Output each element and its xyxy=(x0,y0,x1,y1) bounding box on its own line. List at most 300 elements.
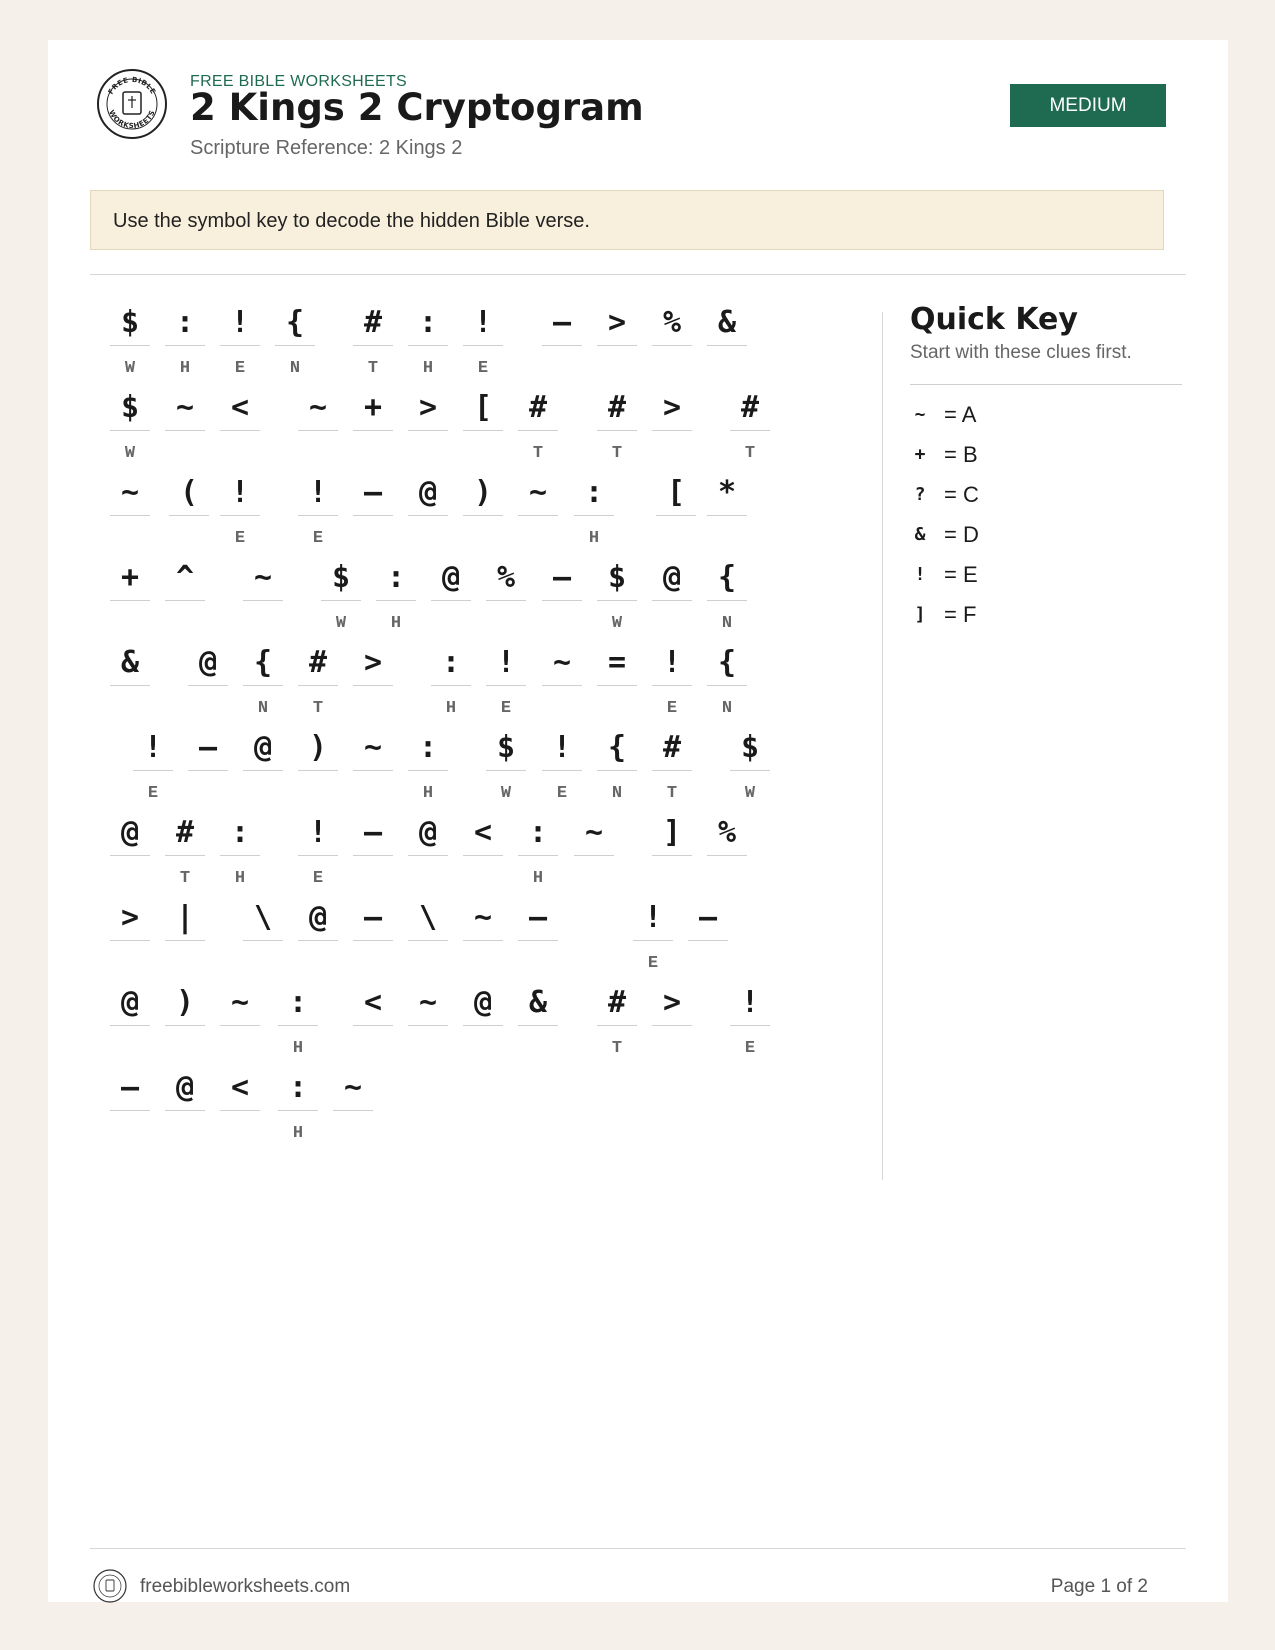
decoded-letter: N xyxy=(257,699,269,718)
answer-line xyxy=(298,685,338,686)
cipher-cell[interactable] xyxy=(518,975,558,1055)
cipher-symbol: | xyxy=(175,900,195,935)
decoded-letter: T xyxy=(611,1039,623,1058)
answer-line xyxy=(597,770,637,771)
cipher-cell[interactable] xyxy=(463,465,503,545)
cipher-symbol: # xyxy=(363,305,383,340)
answer-line xyxy=(707,515,747,516)
answer-line xyxy=(597,685,637,686)
decoded-letter: H xyxy=(179,359,191,378)
answer-line xyxy=(707,855,747,856)
cipher-symbol: @ xyxy=(120,815,140,850)
decoded-letter: W xyxy=(124,444,136,463)
cipher-cell[interactable] xyxy=(298,720,338,800)
cipher-cell[interactable] xyxy=(707,635,747,718)
answer-line xyxy=(165,345,205,346)
decoded-letter: H xyxy=(445,699,457,718)
answer-line xyxy=(165,940,205,941)
cipher-cell[interactable] xyxy=(165,975,205,1055)
cipher-cell[interactable] xyxy=(353,380,393,460)
cipher-symbol: : xyxy=(175,305,195,340)
cipher-cell[interactable] xyxy=(652,805,692,885)
answer-line xyxy=(408,515,448,516)
answer-line xyxy=(333,1110,373,1111)
cipher-cell[interactable] xyxy=(165,890,205,970)
cipher-cell[interactable] xyxy=(188,635,228,715)
cipher-symbol: ~ xyxy=(175,390,195,425)
answer-line xyxy=(730,430,770,431)
cipher-cell[interactable] xyxy=(408,890,448,970)
cipher-cell[interactable] xyxy=(110,635,150,715)
cipher-cell[interactable] xyxy=(220,975,260,1055)
cipher-symbol: ~ xyxy=(584,815,604,850)
cipher-cell[interactable] xyxy=(486,720,526,803)
answer-line xyxy=(110,1110,150,1111)
decoded-letter: N xyxy=(721,614,733,633)
answer-line xyxy=(574,515,614,516)
cipher-cell[interactable] xyxy=(463,805,503,885)
cipher-symbol: @ xyxy=(662,560,682,595)
footer-website: freebibleworksheets.com xyxy=(140,1576,351,1597)
cipher-symbol: ~ xyxy=(253,560,273,595)
answer-line xyxy=(518,1025,558,1026)
cipher-cell[interactable] xyxy=(518,890,558,970)
answer-line xyxy=(463,940,503,941)
cipher-symbol: ~ xyxy=(418,985,438,1020)
cipher-cell[interactable] xyxy=(110,380,150,463)
answer-line xyxy=(652,855,692,856)
answer-line xyxy=(408,770,448,771)
cipher-cell[interactable] xyxy=(652,635,692,718)
cipher-cell[interactable] xyxy=(574,465,614,548)
answer-line xyxy=(165,1110,205,1111)
answer-line xyxy=(652,1025,692,1026)
answer-line xyxy=(463,345,503,346)
answer-line xyxy=(542,685,582,686)
cipher-cell[interactable] xyxy=(633,890,673,973)
answer-line xyxy=(408,855,448,856)
cipher-cell[interactable] xyxy=(688,890,728,970)
cipher-cell[interactable] xyxy=(597,975,637,1058)
answer-line xyxy=(278,1110,318,1111)
cipher-cell[interactable] xyxy=(278,1060,318,1143)
cipher-cell[interactable] xyxy=(165,550,205,630)
cipher-cell[interactable] xyxy=(542,550,582,630)
cipher-symbol: % xyxy=(717,815,737,850)
cipher-cell[interactable] xyxy=(243,720,283,800)
answer-line xyxy=(518,940,558,941)
cipher-symbol: [ xyxy=(666,475,686,510)
cipher-cell[interactable] xyxy=(220,380,260,460)
answer-line xyxy=(321,600,361,601)
cipher-symbol: { xyxy=(717,560,737,595)
cipher-cell[interactable] xyxy=(408,720,448,803)
cipher-symbol: : xyxy=(418,305,438,340)
cipher-cell[interactable] xyxy=(169,465,209,545)
answer-line xyxy=(408,940,448,941)
decoded-letter: E xyxy=(234,359,246,378)
cipher-cell[interactable] xyxy=(110,890,150,970)
cipher-cell[interactable] xyxy=(188,720,228,800)
cipher-symbol: ! xyxy=(230,475,250,510)
cipher-symbol: # xyxy=(175,815,195,850)
cipher-cell[interactable] xyxy=(652,550,692,630)
cipher-symbol: – xyxy=(363,475,383,510)
answer-line xyxy=(353,940,393,941)
key-letter: = F xyxy=(944,602,977,627)
cipher-cell[interactable] xyxy=(321,550,361,633)
cipher-cell[interactable] xyxy=(707,550,747,633)
cipher-symbol: { xyxy=(253,645,273,680)
answer-line xyxy=(463,1025,503,1026)
cipher-cell[interactable] xyxy=(463,295,503,378)
cipher-symbol: + xyxy=(363,390,383,425)
cipher-symbol: $ xyxy=(607,560,627,595)
cipher-cell[interactable] xyxy=(298,805,338,888)
answer-line xyxy=(730,770,770,771)
cipher-cell[interactable] xyxy=(730,720,770,803)
cipher-symbol: $ xyxy=(120,390,140,425)
answer-line xyxy=(188,685,228,686)
answer-line xyxy=(110,345,150,346)
cipher-cell[interactable] xyxy=(431,635,471,718)
decoded-letter: E xyxy=(234,529,246,548)
answer-line xyxy=(597,345,637,346)
cipher-cell[interactable] xyxy=(353,465,393,545)
cipher-cell[interactable] xyxy=(652,720,692,803)
cipher-symbol: : xyxy=(288,1070,308,1105)
cipher-symbol: = xyxy=(607,645,627,680)
worksheet-page xyxy=(48,40,1228,1602)
cipher-cell[interactable] xyxy=(220,465,260,548)
cryptogram-grid xyxy=(48,40,868,1240)
cipher-cell[interactable] xyxy=(376,550,416,633)
cipher-cell[interactable] xyxy=(275,295,315,378)
answer-line xyxy=(298,855,338,856)
cipher-cell[interactable] xyxy=(408,380,448,460)
quick-key-subtitle: Start with these clues first. xyxy=(910,342,1132,363)
cipher-symbol: ~ xyxy=(308,390,328,425)
answer-line xyxy=(730,1025,770,1026)
cipher-symbol: < xyxy=(363,985,383,1020)
cipher-symbol: : xyxy=(528,815,548,850)
cipher-cell[interactable] xyxy=(110,975,150,1055)
cipher-cell[interactable] xyxy=(110,550,150,630)
cipher-symbol: ! xyxy=(308,815,328,850)
quick-key-divider xyxy=(910,384,1182,385)
key-letter: = B xyxy=(944,442,978,467)
cipher-symbol: @ xyxy=(198,645,218,680)
cipher-cell[interactable] xyxy=(518,465,558,545)
cipher-cell[interactable] xyxy=(597,550,637,633)
cipher-symbol: < xyxy=(473,815,493,850)
cipher-symbol: ~ xyxy=(473,900,493,935)
cipher-cell[interactable] xyxy=(463,975,503,1055)
cipher-cell[interactable] xyxy=(165,805,205,888)
decoded-letter: N xyxy=(611,784,623,803)
decoded-letter: N xyxy=(721,699,733,718)
cipher-cell[interactable] xyxy=(656,465,696,545)
decoded-letter: W xyxy=(744,784,756,803)
cipher-cell[interactable] xyxy=(518,380,558,463)
cipher-symbol: ~ xyxy=(528,475,548,510)
cipher-symbol: \ xyxy=(253,900,273,935)
cipher-symbol: ! xyxy=(308,475,328,510)
cipher-cell[interactable] xyxy=(165,1060,205,1140)
decoded-letter: E xyxy=(147,784,159,803)
cipher-symbol: $ xyxy=(120,305,140,340)
cipher-symbol: @ xyxy=(308,900,328,935)
cipher-cell[interactable] xyxy=(463,890,503,970)
cipher-cell[interactable] xyxy=(408,975,448,1055)
cipher-symbol: – xyxy=(363,900,383,935)
answer-line xyxy=(486,600,526,601)
cipher-cell[interactable] xyxy=(165,380,205,460)
logo-text-bottom: WORKSHEETS xyxy=(107,108,157,131)
cipher-cell[interactable] xyxy=(597,720,637,803)
answer-line xyxy=(110,685,150,686)
answer-line xyxy=(542,600,582,601)
cipher-cell[interactable] xyxy=(110,465,150,545)
answer-line xyxy=(597,600,637,601)
cipher-symbol: ) xyxy=(175,985,195,1020)
cipher-symbol: @ xyxy=(441,560,461,595)
cipher-cell[interactable] xyxy=(243,550,283,630)
cipher-symbol: * xyxy=(717,475,737,510)
cipher-symbol: % xyxy=(496,560,516,595)
answer-line xyxy=(408,430,448,431)
answer-line xyxy=(165,1025,205,1026)
decoded-letter: T xyxy=(666,784,678,803)
answer-line xyxy=(486,685,526,686)
answer-line xyxy=(688,940,728,941)
cipher-symbol: ! xyxy=(230,305,250,340)
key-symbol: ! xyxy=(914,564,926,585)
difficulty-badge: MEDIUM xyxy=(1010,84,1166,127)
decoded-letter: H xyxy=(422,784,434,803)
cipher-cell[interactable] xyxy=(220,1060,260,1140)
decoded-letter: H xyxy=(292,1039,304,1058)
cipher-symbol: + xyxy=(120,560,140,595)
answer-line xyxy=(220,855,260,856)
cipher-cell[interactable] xyxy=(353,635,393,715)
cipher-symbol: # xyxy=(662,730,682,765)
cipher-symbol: @ xyxy=(120,985,140,1020)
cipher-cell[interactable] xyxy=(165,295,205,378)
decoded-letter: W xyxy=(124,359,136,378)
cipher-symbol: ~ xyxy=(120,475,140,510)
answer-line xyxy=(707,600,747,601)
answer-line xyxy=(542,345,582,346)
answer-line xyxy=(298,940,338,941)
cipher-cell[interactable] xyxy=(353,805,393,885)
answer-line xyxy=(633,940,673,941)
scripture-reference: Scripture Reference: 2 Kings 2 xyxy=(190,137,463,159)
cipher-cell[interactable] xyxy=(220,295,260,378)
decoded-letter: T xyxy=(744,444,756,463)
decoded-letter: H xyxy=(234,869,246,888)
cipher-symbol: ~ xyxy=(230,985,250,1020)
cipher-symbol: ~ xyxy=(343,1070,363,1105)
answer-line xyxy=(298,430,338,431)
decoded-letter: W xyxy=(611,614,623,633)
cipher-cell[interactable] xyxy=(652,295,692,375)
decoded-letter: E xyxy=(744,1039,756,1058)
decoded-letter: H xyxy=(422,359,434,378)
answer-line xyxy=(220,1025,260,1026)
cipher-cell[interactable] xyxy=(408,465,448,545)
cipher-cell[interactable] xyxy=(110,805,150,885)
cipher-symbol: @ xyxy=(418,475,438,510)
answer-line xyxy=(518,855,558,856)
answer-line xyxy=(353,1025,393,1026)
answer-line xyxy=(169,515,209,516)
cipher-cell[interactable] xyxy=(463,380,503,460)
cipher-symbol: $ xyxy=(496,730,516,765)
decoded-letter: T xyxy=(611,444,623,463)
answer-line xyxy=(463,515,503,516)
cipher-cell[interactable] xyxy=(597,635,637,715)
page-number: Page 1 of 2 xyxy=(1050,1576,1148,1597)
answer-line xyxy=(353,855,393,856)
answer-line xyxy=(652,345,692,346)
cipher-cell[interactable] xyxy=(278,975,318,1058)
cipher-cell[interactable] xyxy=(110,1060,150,1140)
decoded-letter: T xyxy=(312,699,324,718)
cipher-symbol: # xyxy=(528,390,548,425)
cipher-cell[interactable] xyxy=(542,720,582,803)
cipher-cell[interactable] xyxy=(133,720,173,803)
cipher-symbol: & xyxy=(717,305,737,340)
decoded-letter: E xyxy=(666,699,678,718)
key-entry xyxy=(910,562,1180,592)
cipher-symbol: @ xyxy=(175,1070,195,1105)
key-entry xyxy=(910,482,1180,512)
cipher-symbol: > xyxy=(120,900,140,935)
cipher-symbol: ) xyxy=(308,730,328,765)
cipher-cell[interactable] xyxy=(597,295,637,375)
decoded-letter: N xyxy=(289,359,301,378)
answer-line xyxy=(165,600,205,601)
cipher-cell[interactable] xyxy=(243,635,283,718)
answer-line xyxy=(353,685,393,686)
answer-line xyxy=(275,345,315,346)
cipher-cell[interactable] xyxy=(298,380,338,460)
cipher-symbol: > xyxy=(363,645,383,680)
cipher-cell[interactable] xyxy=(486,635,526,718)
cipher-symbol: # xyxy=(308,645,328,680)
key-entry xyxy=(910,402,1180,432)
answer-line xyxy=(165,855,205,856)
cipher-cell[interactable] xyxy=(707,465,747,545)
answer-line xyxy=(110,855,150,856)
answer-line xyxy=(376,600,416,601)
cipher-symbol: ] xyxy=(662,815,682,850)
cipher-cell[interactable] xyxy=(408,805,448,885)
cipher-cell[interactable] xyxy=(220,805,260,888)
answer-line xyxy=(298,515,338,516)
cipher-cell[interactable] xyxy=(243,890,283,970)
cipher-cell[interactable] xyxy=(431,550,471,630)
cipher-cell[interactable] xyxy=(730,975,770,1058)
decoded-letter: T xyxy=(179,869,191,888)
cipher-cell[interactable] xyxy=(110,295,150,378)
key-entry xyxy=(910,602,1180,632)
decoded-letter: E xyxy=(556,784,568,803)
cipher-symbol: # xyxy=(740,390,760,425)
answer-line xyxy=(652,685,692,686)
cipher-cell[interactable] xyxy=(298,635,338,718)
answer-line xyxy=(463,855,503,856)
decoded-letter: H xyxy=(588,529,600,548)
cipher-cell[interactable] xyxy=(707,295,747,375)
answer-line xyxy=(707,685,747,686)
cipher-cell[interactable] xyxy=(597,380,637,463)
answer-line xyxy=(408,1025,448,1026)
cipher-cell[interactable] xyxy=(298,890,338,970)
cipher-cell[interactable] xyxy=(542,635,582,715)
key-symbol: ] xyxy=(914,604,926,625)
cipher-symbol: ! xyxy=(473,305,493,340)
cipher-symbol: & xyxy=(120,645,140,680)
cipher-symbol: ! xyxy=(552,730,572,765)
answer-line xyxy=(220,345,260,346)
cipher-symbol: > xyxy=(662,390,682,425)
cipher-cell[interactable] xyxy=(333,1060,373,1140)
cipher-cell[interactable] xyxy=(707,805,747,885)
cipher-cell[interactable] xyxy=(353,720,393,800)
quick-key-title: Quick Key xyxy=(910,302,1078,337)
cipher-cell[interactable] xyxy=(518,805,558,888)
cipher-cell[interactable] xyxy=(542,295,582,375)
cipher-symbol: & xyxy=(528,985,548,1020)
cipher-symbol: – xyxy=(528,900,548,935)
cipher-symbol: @ xyxy=(473,985,493,1020)
cipher-symbol: > xyxy=(662,985,682,1020)
cipher-cell[interactable] xyxy=(353,295,393,378)
key-symbol: & xyxy=(914,524,926,545)
cipher-cell[interactable] xyxy=(652,380,692,460)
cipher-cell[interactable] xyxy=(408,295,448,378)
answer-line xyxy=(652,430,692,431)
cipher-symbol: : xyxy=(418,730,438,765)
answer-line xyxy=(110,1025,150,1026)
cipher-cell[interactable] xyxy=(486,550,526,630)
cipher-cell[interactable] xyxy=(353,975,393,1055)
cipher-cell[interactable] xyxy=(298,465,338,548)
answer-line xyxy=(597,430,637,431)
answer-line xyxy=(243,940,283,941)
cipher-symbol: < xyxy=(230,1070,250,1105)
answer-line xyxy=(243,685,283,686)
decoded-letter: E xyxy=(500,699,512,718)
answer-line xyxy=(110,515,150,516)
footer-logo-icon xyxy=(92,1568,128,1604)
cipher-cell[interactable] xyxy=(574,805,614,885)
answer-line xyxy=(353,345,393,346)
answer-line xyxy=(220,1110,260,1111)
answer-line xyxy=(656,515,696,516)
cipher-cell[interactable] xyxy=(730,380,770,463)
decoded-letter: E xyxy=(477,359,489,378)
cipher-symbol: { xyxy=(285,305,305,340)
logo-text-top: FREE BIBLE xyxy=(106,75,158,96)
key-letter: = A xyxy=(944,402,977,427)
answer-line xyxy=(431,600,471,601)
cipher-cell[interactable] xyxy=(652,975,692,1055)
key-letter: = E xyxy=(944,562,978,587)
cipher-cell[interactable] xyxy=(353,890,393,970)
